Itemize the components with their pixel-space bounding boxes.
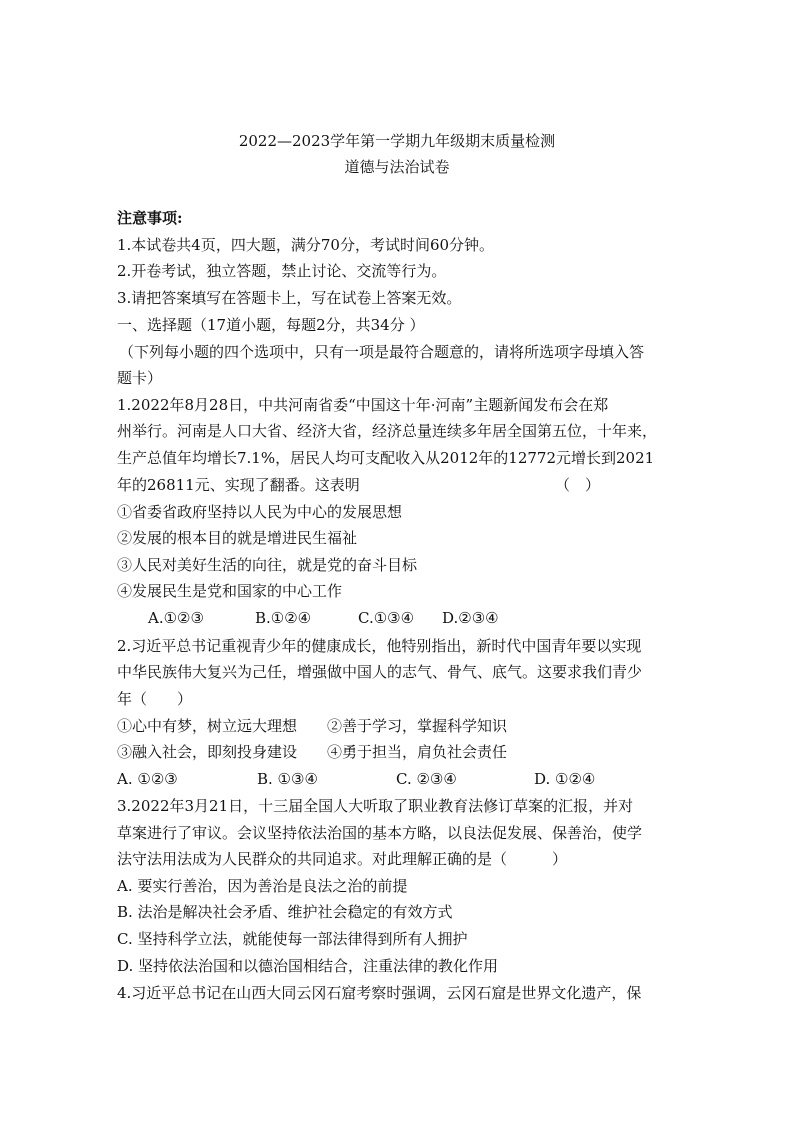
statement: ②发展的根本目的就是增进民生福祉 [117, 529, 358, 547]
option-c: C. ②③④ [396, 770, 457, 788]
statement: ③融入社会，即刻投身建设 ④勇于担当，肩负社会责任 [117, 743, 508, 761]
notice-heading: 注意事项: [117, 209, 183, 227]
option-c: C. 坚持科学立法，就能使每一部法律得到所有人拥护 [117, 930, 468, 948]
answer-bracket: （ ） [555, 476, 601, 494]
question-3-text: 3.2022年3月21日，十三届全国人大听取了职业教育法修订草案的汇报，并对 [117, 797, 634, 815]
notice-item: 1.本试卷共4页，四大题，满分70分，考试时间60分钟。 [117, 236, 495, 254]
section-instruction: （下列每小题的四个选项中，只有一项是最符合题意的，请将所选项字母填入答 [119, 343, 645, 361]
option-b: B. ①③④ [257, 770, 318, 788]
option-a: A.①②③ [148, 609, 204, 627]
question-1-text: 年的26811元、实现了翻番。这表明 [117, 476, 360, 494]
question-2-text: 年（ ） [117, 690, 193, 708]
question-3-text: 法守法用法成为人民群众的共同追求。对此理解正确的是（ ） [117, 850, 568, 868]
statement: ①省委省政府坚持以人民为中心的发展思想 [117, 503, 403, 521]
notice-item: 3.请把答案填写在答题卡上，写在试卷上答案无效。 [117, 289, 462, 307]
question-4-text: 4.习近平总书记在山西大同云冈石窟考察时强调，云冈石窟是世界文化遗产，保 [117, 984, 642, 1002]
notice-item: 2.开卷考试，独立答题，禁止讨论、交流等行为。 [117, 262, 447, 280]
option-d: D. ①②④ [534, 770, 596, 788]
question-3-text: 草案进行了审议。会议坚持依法治国的基本方略，以良法促发展、保善治，使学 [117, 824, 643, 842]
statement: ④发展民生是党和国家的中心工作 [117, 582, 343, 600]
option-d: D. 坚持依法治国和以德治国相结合，注重法律的教化作用 [117, 957, 499, 975]
option-d: D.②③④ [442, 609, 499, 627]
statement: ①心中有梦，树立远大理想 ②善于学习，掌握科学知识 [117, 717, 508, 735]
question-1-text: 州举行。河南是人口大省、经济大省，经济总量连续多年居全国第五位，十年来， [117, 422, 658, 440]
option-a: A. ①②③ [117, 770, 178, 788]
question-1-text: 1.2022年8月28日，中共河南省委“中国这十年·河南”主题新闻发布会在郑 [117, 396, 609, 414]
option-a: A. 要实行善治，因为善治是良法之治的前提 [117, 877, 408, 895]
exam-subject: 道德与法治试卷 [344, 158, 450, 176]
option-c: C.①③④ [358, 609, 415, 627]
option-b: B.①②④ [255, 609, 312, 627]
question-1-text: 生产总值年均增长7.1%，居民人均可支配收入从2012年的12772元增长到2021 [117, 449, 655, 467]
question-2-text: 2.习近平总书记重视青少年的健康成长，他特别指出，新时代中国青年要以实现 [117, 637, 642, 655]
statement: ③人民对美好生活的向往，就是党的奋斗目标 [117, 556, 418, 574]
section-instruction: 题卡） [117, 369, 163, 387]
exam-title: 2022—2023学年第一学期九年级期末质量检测 [238, 132, 556, 150]
question-2-text: 中华民族伟大复兴为己任，增强做中国人的志气、骨气、底气。这要求我们青少 [117, 663, 643, 681]
option-b: B. 法治是解决社会矛盾、维护社会稳定的有效方式 [117, 903, 453, 921]
section-heading: 一、选择题（17道小题，每题2分，共34分 ） [117, 316, 425, 334]
